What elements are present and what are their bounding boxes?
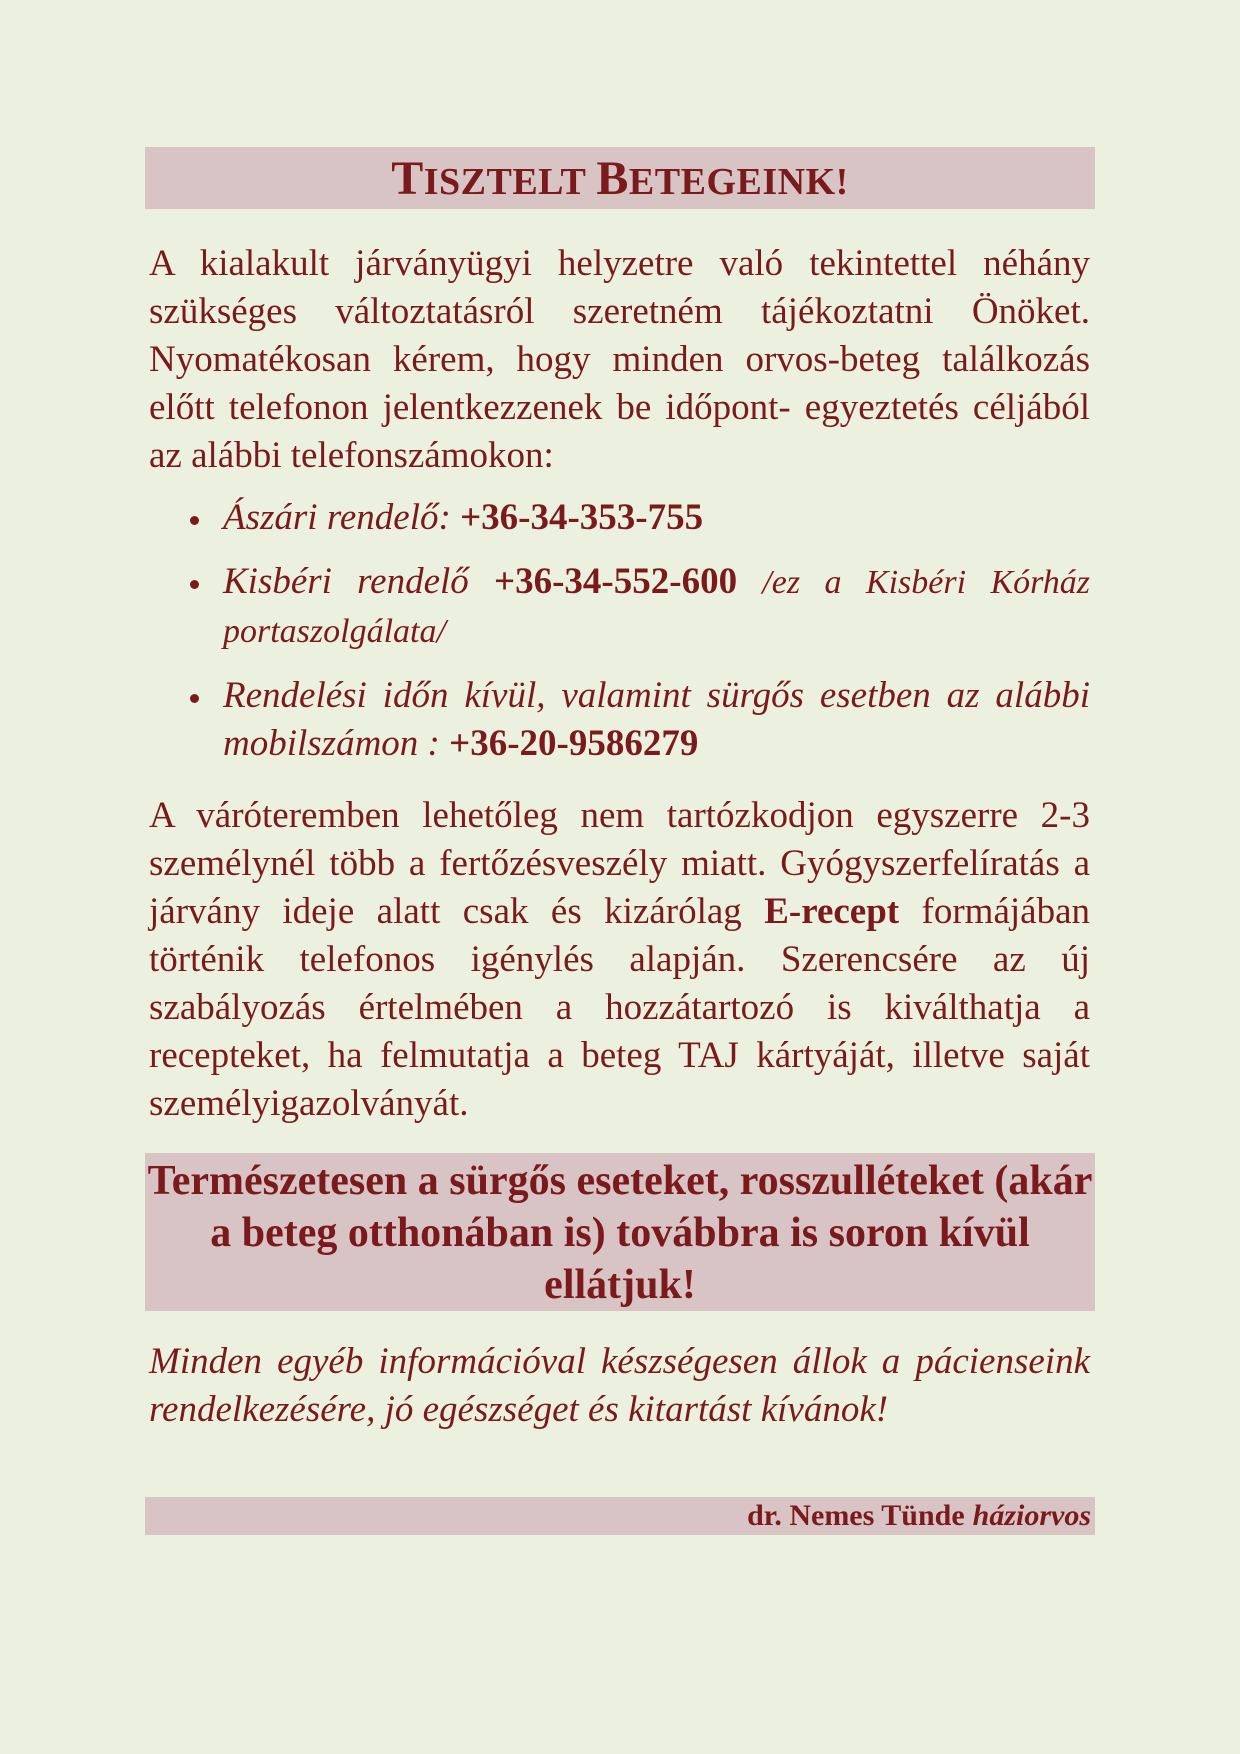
contact-note: /ez a Kisbéri Kórház portaszolgálata/: [223, 564, 1091, 650]
title-banner: [145, 147, 1095, 209]
contact-list: [145, 494, 1090, 768]
urgent-notice-banner: [145, 1153, 1095, 1311]
bullet-dot: [190, 516, 199, 525]
waiting-room-text-before: A váróteremben lehetőleg nem tartózkodjon egyszerre 2-3 személynél több a fertőzésveszély miatt. Gyógyszerfelíratás a járvány ideje alatt csak és kizárólag: [149, 795, 1090, 932]
contact-item-mobile: [145, 672, 1090, 768]
signature-banner: [145, 1497, 1095, 1535]
contact-label: Rendelési időn kívül, valamint sürgős esetben az alábbi mobilszámon :: [223, 675, 1090, 764]
page-title: [391, 151, 849, 206]
title-initial-1: T: [391, 151, 424, 205]
contact-phone: +36-34-552-600: [494, 561, 738, 602]
title-initial-2: B: [596, 151, 629, 205]
waiting-room-text-after: formájában történik telefonos igénylés alapján. Szerencsére az új szabályozás értelmében a hozzátartozó is kiválthatja a recepteket, ha felmutatja a beteg TAJ kártyáját, illetve saját személyigazolványát.: [149, 891, 1090, 1124]
waiting-room-paragraph: [149, 792, 1090, 1128]
bullet-dot: [190, 694, 199, 703]
intro-paragraph: A kialakult járványügyi helyzetre való tekintettel néhány szükséges változtatásról szeretném tájékoztatni Önöket. Nyomatékosan kérem, hogy minden orvos-beteg találkozás előtt telefonon jelentkezzenek be időpont- egyeztetés céljából az alábbi telefonszámokon:: [149, 243, 1090, 476]
contact-item-kisber: [145, 558, 1090, 656]
closing-paragraph: Minden egyéb információval készségesen állok a pácienseink rendelkezésére, jó egészséget és kitartást kívánok!: [149, 1341, 1090, 1430]
signature-name: dr. Nemes Tünde: [747, 1499, 965, 1532]
title-word-1-rest: ISZTELT: [423, 160, 587, 203]
notice-page: [145, 147, 1095, 1535]
e-recept-emphasis: E-recept: [764, 891, 900, 932]
title-word-2-rest: ETEGEINK!: [628, 160, 849, 203]
bullet-dot: [190, 580, 199, 589]
contact-phone: +36-34-353-755: [460, 497, 704, 538]
contact-item-aszar: [145, 494, 1090, 542]
contact-phone: +36-20-9586279: [449, 723, 699, 764]
signature-role: háziorvos: [972, 1499, 1091, 1532]
contact-label: Kisbéri rendelő: [223, 561, 469, 602]
urgent-notice-text: Természetesen a sürgős eseteket, rosszulléteket (akár a beteg otthonában is) továbbra is soron kívül ellátjuk!: [147, 1158, 1093, 1308]
contact-label: Ászári rendelő:: [223, 497, 451, 538]
